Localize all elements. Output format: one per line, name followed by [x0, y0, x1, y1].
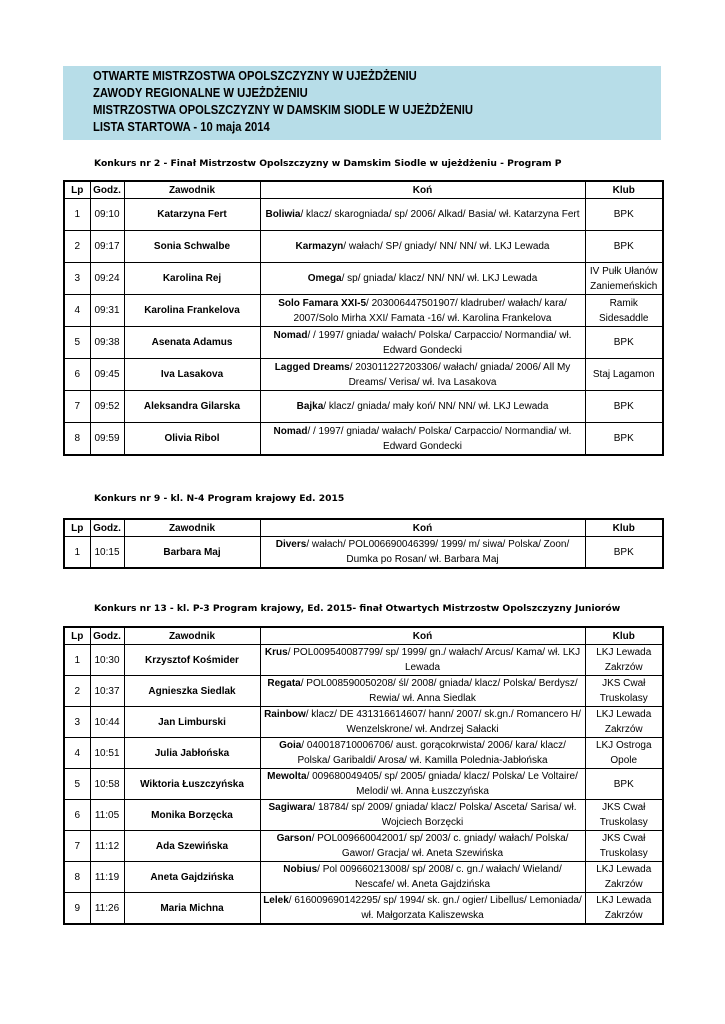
club-cell: LKJ Lewada Zakrzów: [585, 893, 663, 925]
horse-name: Krus: [264, 647, 288, 658]
lp-cell: 8: [64, 423, 90, 456]
horse-details: / 203006447501907/ kladruber/ wałach/ kara/ 2007/Solo Mirha XXI/ Famata -16/ wł. Karolina Frankelova: [293, 297, 567, 324]
horse-cell: [260, 423, 585, 456]
horse-details: / POL008590050208/ śl/ 2008/ gniada/ klacz/ Polska/ Berdysz/ Rewia/ wł. Anna Siedlak: [300, 678, 578, 704]
time-cell: 11:05: [90, 800, 124, 831]
table-row: [64, 423, 663, 456]
table-row: [64, 537, 663, 569]
section-title: Konkurs nr 9 - kl. N-4 Program krajowy Ed. 2015: [94, 493, 345, 504]
lp-cell: 5: [64, 769, 90, 800]
club-cell: BPK: [585, 391, 663, 423]
rider-cell: Wiktoria Łuszczyńska: [124, 769, 260, 800]
horse-name: Garson: [276, 833, 312, 844]
lp-cell: 1: [64, 199, 90, 231]
header-line-3: MISTRZOSTWA OPOLSZCZYZNY W DAMSKIM SIODLE W UJEŻDŻENIU: [93, 103, 473, 117]
horse-name: Karmazyn: [295, 241, 344, 252]
rider-cell: Asenata Adamus: [124, 327, 260, 359]
horse-name: Boliwia: [265, 209, 301, 220]
club-cell: BPK: [585, 231, 663, 263]
horse-cell: [260, 391, 585, 423]
horse-details: / 203011227203306/ wałach/ gniada/ 2006/ All My Dreams/ Verisa/ wł. Iva Lasakova: [348, 361, 571, 388]
table-row: [64, 707, 663, 738]
rider-cell: Aneta Gajdzińska: [124, 862, 260, 893]
column-header: Koń: [260, 519, 585, 537]
column-header: Godz.: [90, 181, 124, 199]
header-line-2: ZAWODY REGIONALNE W UJEŻDŻENIU: [93, 86, 308, 100]
horse-cell: [260, 738, 585, 769]
horse-details: / 040018710006706/ aust. gorącokrwista/ 2006/ kara/ klacz/ Polska/ Garibaldi/ Arosa/ wł. Kamilla Polednia-Jabłońska: [297, 740, 566, 766]
start-list-table: [63, 626, 664, 925]
horse-name: Mewolta: [267, 771, 307, 782]
table-row: [64, 327, 663, 359]
lp-cell: 3: [64, 707, 90, 738]
rider-cell: Barbara Maj: [124, 537, 260, 569]
table-row: [64, 645, 663, 676]
section-title: Konkurs nr 2 - Finał Mistrzostw Opolszczyzny w Damskim Siodle w ujeżdżeniu - Program P: [94, 158, 562, 169]
horse-name: Omega: [307, 273, 342, 284]
horse-name: Nomad: [273, 329, 308, 341]
horse-details: / 009680049405/ sp/ 2005/ gniada/ klacz/ Polska/ Le Voltaire/ Melodi/ wł. Anna Łuszczyńska: [306, 771, 578, 797]
header-line-4: LISTA STARTOWA - 10 maja 2014: [93, 120, 270, 134]
table-row: [64, 263, 663, 295]
time-cell: 11:26: [90, 893, 124, 925]
horse-details: / klacz/ skarogniada/ sp/ 2006/ Alkad/ Basia/ wł. Katarzyna Fert: [300, 209, 580, 220]
table-row: [64, 831, 663, 862]
horse-details: / / 1997/ gniada/ wałach/ Polska/ Carpaccio/ Normandia/ wł. Edward Gondecki: [307, 329, 572, 356]
horse-cell: [260, 893, 585, 925]
rider-cell: Agnieszka Siedlak: [124, 676, 260, 707]
lp-cell: 9: [64, 893, 90, 925]
club-cell: BPK: [585, 199, 663, 231]
horse-cell: [260, 676, 585, 707]
lp-cell: 4: [64, 295, 90, 327]
column-header: Godz.: [90, 519, 124, 537]
column-header: Lp: [64, 519, 90, 537]
column-header: Lp: [64, 181, 90, 199]
club-cell: JKS Cwał Truskolasy: [585, 800, 663, 831]
column-header: Godz.: [90, 627, 124, 645]
horse-name: Lelek: [263, 895, 289, 906]
table-header-row: [64, 627, 663, 645]
lp-cell: 4: [64, 738, 90, 769]
rider-cell: Olivia Ribol: [124, 423, 260, 456]
horse-name: Divers: [275, 539, 307, 550]
club-cell: Staj Lagamon: [585, 359, 663, 391]
column-header: Lp: [64, 627, 90, 645]
time-cell: 10:15: [90, 537, 124, 569]
lp-cell: 2: [64, 676, 90, 707]
horse-cell: [260, 537, 585, 569]
rider-cell: Ada Szewińska: [124, 831, 260, 862]
lp-cell: 8: [64, 862, 90, 893]
time-cell: 09:38: [90, 327, 124, 359]
time-cell: 11:12: [90, 831, 124, 862]
horse-details: / sp/ gniada/ klacz/ NN/ NN/ wł. LKJ Lewada: [341, 273, 538, 284]
horse-name: Lagged Dreams: [274, 361, 350, 373]
club-cell: BPK: [585, 769, 663, 800]
horse-name: Solo Famara XXI-5: [278, 297, 367, 309]
horse-cell: [260, 707, 585, 738]
table-row: [64, 862, 663, 893]
table-row: [64, 199, 663, 231]
column-header: Koń: [260, 627, 585, 645]
horse-details: / 616009690142295/ sp/ 1994/ sk. gn./ ogier/ Libellus/ Lemoniada/ wł. Małgorzata Kaliszewska: [288, 895, 582, 921]
horse-details: / POL009660042001/ sp/ 2003/ c. gniady/ wałach/ Polska/ Gawor/ Gracja/ wł. Aneta Szewińska: [311, 833, 569, 859]
horse-name: Nobius: [283, 864, 318, 875]
time-cell: 09:31: [90, 295, 124, 327]
time-cell: 09:45: [90, 359, 124, 391]
rider-cell: Monika Borzęcka: [124, 800, 260, 831]
rider-cell: Aleksandra Gilarska: [124, 391, 260, 423]
horse-details: / wałach/ SP/ gniady/ NN/ NN/ wł. LKJ Lewada: [343, 241, 550, 252]
horse-cell: [260, 359, 585, 391]
table-row: [64, 893, 663, 925]
time-cell: 10:51: [90, 738, 124, 769]
table-header-row: [64, 181, 663, 199]
horse-details: / POL009540087799/ sp/ 1999/ gn./ wałach/ Arcus/ Kama/ wł. LKJ Lewada: [287, 647, 581, 673]
table-row: [64, 231, 663, 263]
horse-details: / 18784/ sp/ 2009/ gniada/ klacz/ Polska/ Asceta/ Sarisa/ wł. Wojciech Borzęcki: [312, 802, 577, 828]
table-row: [64, 359, 663, 391]
rider-cell: Karolina Rej: [124, 263, 260, 295]
time-cell: 10:44: [90, 707, 124, 738]
time-cell: 11:19: [90, 862, 124, 893]
table-row: [64, 800, 663, 831]
column-header: Zawodnik: [124, 181, 260, 199]
time-cell: 10:30: [90, 645, 124, 676]
column-header: Zawodnik: [124, 627, 260, 645]
lp-cell: 5: [64, 327, 90, 359]
time-cell: 10:37: [90, 676, 124, 707]
horse-cell: [260, 862, 585, 893]
club-cell: JKS Cwał Truskolasy: [585, 676, 663, 707]
lp-cell: 7: [64, 831, 90, 862]
horse-name: Bajka: [296, 401, 324, 412]
time-cell: 10:58: [90, 769, 124, 800]
lp-cell: 7: [64, 391, 90, 423]
start-list-table: [63, 518, 664, 569]
table-row: [64, 391, 663, 423]
table-row: [64, 769, 663, 800]
column-header: Klub: [585, 181, 663, 199]
club-cell: JKS Cwał Truskolasy: [585, 831, 663, 862]
rider-cell: Karolina Frankelova: [124, 295, 260, 327]
horse-name: Sagiwara: [268, 802, 313, 813]
time-cell: 09:17: [90, 231, 124, 263]
horse-details: / klacz/ gniada/ mały koń/ NN/ NN/ wł. LKJ Lewada: [323, 401, 549, 412]
section-title: Konkurs nr 13 - kl. P-3 Program krajowy, Ed. 2015- finał Otwartych Mistrzostw Opolszczyzny Juniorów: [94, 603, 621, 614]
time-cell: 09:52: [90, 391, 124, 423]
rider-cell: Krzysztof Kośmider: [124, 645, 260, 676]
horse-cell: [260, 800, 585, 831]
horse-cell: [260, 263, 585, 295]
lp-cell: 6: [64, 800, 90, 831]
horse-details: / wałach/ POL006690046399/ 1999/ m/ siwa/ Polska/ Zoon/ Dumka po Rosan/ wł. Barbara Maj: [306, 539, 570, 565]
rider-cell: Iva Lasakova: [124, 359, 260, 391]
horse-cell: [260, 199, 585, 231]
club-cell: LKJ Ostroga Opole: [585, 738, 663, 769]
table-row: [64, 738, 663, 769]
horse-details: / Pol 009660213008/ sp/ 2008/ c. gn./ wałach/ Wieland/ Nescafe/ wł. Aneta Gajdzińska: [317, 864, 562, 890]
column-header: Klub: [585, 519, 663, 537]
lp-cell: 2: [64, 231, 90, 263]
rider-cell: Katarzyna Fert: [124, 199, 260, 231]
club-cell: BPK: [585, 537, 663, 569]
rider-cell: Julia Jabłońska: [124, 738, 260, 769]
rider-cell: Sonia Schwalbe: [124, 231, 260, 263]
time-cell: 09:24: [90, 263, 124, 295]
club-cell: BPK: [585, 423, 663, 456]
time-cell: 09:59: [90, 423, 124, 456]
header-line-1: OTWARTE MISTRZOSTWA OPOLSZCZYZNY W UJEŻDŻENIU: [93, 69, 417, 83]
horse-cell: [260, 831, 585, 862]
start-list-table: [63, 180, 664, 456]
lp-cell: 1: [64, 645, 90, 676]
horse-name: Rainbow: [264, 709, 306, 720]
horse-name: Regata: [267, 678, 301, 689]
document-header: [63, 66, 661, 140]
horse-details: / / 1997/ gniada/ wałach/ Polska/ Carpaccio/ Normandia/ wł. Edward Gondecki: [307, 425, 572, 452]
horse-cell: [260, 645, 585, 676]
lp-cell: 3: [64, 263, 90, 295]
horse-name: Goia: [279, 740, 302, 751]
rider-cell: Maria Michna: [124, 893, 260, 925]
lp-cell: 6: [64, 359, 90, 391]
column-header: Klub: [585, 627, 663, 645]
horse-cell: [260, 231, 585, 263]
club-cell: Ramik Sidesaddle: [585, 295, 663, 327]
club-cell: BPK: [585, 327, 663, 359]
column-header: Koń: [260, 181, 585, 199]
table-row: [64, 295, 663, 327]
club-cell: LKJ Lewada Zakrzów: [585, 645, 663, 676]
horse-details: / klacz/ DE 431316614607/ hann/ 2007/ sk.gn./ Romancero H/ Wenzelskrone/ wł. Andrzej Sałacki: [305, 709, 581, 735]
horse-cell: [260, 327, 585, 359]
table-row: [64, 676, 663, 707]
time-cell: 09:10: [90, 199, 124, 231]
horse-cell: [260, 295, 585, 327]
rider-cell: Jan Limburski: [124, 707, 260, 738]
club-cell: LKJ Lewada Zakrzów: [585, 707, 663, 738]
club-cell: IV Pułk Ułanów Zaniemeńskich: [585, 263, 663, 295]
lp-cell: 1: [64, 537, 90, 569]
table-header-row: [64, 519, 663, 537]
horse-name: Nomad: [273, 425, 308, 437]
column-header: Zawodnik: [124, 519, 260, 537]
horse-cell: [260, 769, 585, 800]
club-cell: LKJ Lewada Zakrzów: [585, 862, 663, 893]
